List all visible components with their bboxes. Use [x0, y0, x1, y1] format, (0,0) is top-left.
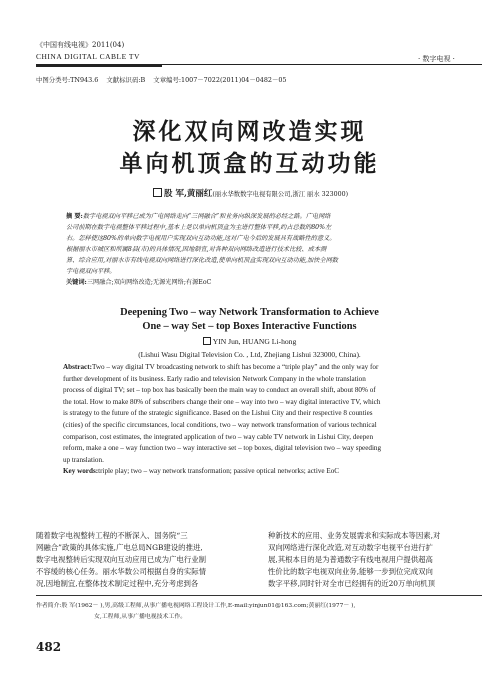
body-line: 展,其根本目的是为普通数字有线电视用户提供超高 — [268, 555, 433, 564]
body-line: 不容缓的核心任务。丽水华数公司根据自身的实际情 — [36, 567, 206, 576]
title-line-2: 单向机顶盒的互动功能 — [119, 150, 380, 177]
english-author-box-icon — [203, 337, 211, 345]
keywords-cn: 三网融合;双向网络改造;无源光网络;有源EoC — [86, 279, 212, 286]
abstract-en-line: Two – way digital TV broadcasting network to shift has become a “triple play” and the only way for — [91, 363, 379, 371]
section-label: · 数字电视 · — [418, 55, 455, 63]
body-column-right — [268, 530, 482, 590]
body-line: 随着数字电视整转工程的不断深入、国务院“三 — [36, 531, 188, 540]
footnote-rule — [36, 595, 482, 596]
abstract-cn-line: 数字电视双向平移已成为广电网络走向“三网融合”和业务向纵深发展的必经之路。广电网络 — [82, 213, 331, 220]
keywords-en: triple play; two – way network transformation; passive optical networks; active EoC — [98, 467, 340, 476]
author-box-icon — [153, 188, 162, 197]
author-footnote — [36, 601, 355, 623]
journal-name-cn: 《中国有线电视》2011(04) — [36, 41, 125, 49]
body-line: 双向网络进行深化改造,对互动数字电视平台进行扩 — [268, 543, 433, 552]
body-line: 况,因地制宜,在整体技术制定过程中,充分考虑到各 — [36, 579, 199, 588]
author-names: 股 军,黄丽红 — [164, 189, 213, 199]
abstract-en — [63, 362, 445, 478]
abstract-cn-line: 公司前期在数字电视整体平移过程中,基本上是以单向机顶盒为主进行整体平移,约占总数的80%左 — [66, 224, 332, 231]
body-line: 数字电视整转后实现双向互动应用已成为广电行业制 — [36, 555, 206, 564]
abstract-en-line: comparison, cost estimates, the integrated application of two – way cable TV network in Lishui City, deepen — [63, 432, 374, 441]
body-line: 网融合”政策的具体实施,广电总局NGB建设的推进, — [36, 543, 203, 552]
abstract-en-line: is strategy to the future of the strategic significance. Based on the Lishui City and their respective 8 counties — [63, 409, 373, 418]
abstract-en-line: up translation. — [63, 455, 104, 464]
abstract-cn — [66, 211, 444, 288]
english-title-line-1: Deepening Two – way Network Transformation to Achieve — [120, 307, 379, 318]
footnote-line: 作者简介:股 军(1962－ ),男,高级工程师,从事广播电视网络工程设计工作,E-mail:yinjun01@163.com;黄丽红(1977－ ), — [36, 603, 356, 609]
abstract-en-label: Abstract: — [63, 363, 92, 371]
abstract-en-line: (cities) of the specific circumstances, local conditions, two – way network transformation of various technical — [63, 420, 377, 429]
title-line-1: 深化双向网改造实现 — [132, 118, 367, 145]
body-line: 种新技术的应用、业务发展需求和实际成本等因素,对 — [268, 531, 441, 540]
body-line: 性价比的数字电视双向业务,能够一步到位完成双向 — [268, 567, 433, 576]
body-line: 数字平移,同时针对全市已经拥有的近20万单向机顶 — [268, 579, 435, 588]
header-rule-left — [36, 64, 162, 67]
english-author-names: YIN Jun, HUANG Li-hong — [212, 337, 297, 346]
abstract-en-line: the total. How to make 80% of subscribers change their one – way into two – way digital interactive TV, which — [63, 397, 381, 406]
abstract-cn-line: 右。怎样使这80%的单向数字电视用户实现双向互动功能,这对广电今后的发展具有战略性的意义。 — [66, 235, 336, 242]
abstract-cn-line: 算、综合应用,对丽水市有线电视双向网络进行深化改造,使单向机顶盒实现双向互动功能,加快全网数 — [66, 257, 338, 264]
footnote-line: 女,工程师,从事广播电视技术工作。 — [94, 614, 187, 620]
header-rule-right — [162, 64, 482, 65]
abstract-en-line: process of digital TV; set – top box has basically been the main way to conduct an overall shift, about 80% of — [63, 386, 376, 395]
abstract-cn-line: 根据丽水市城区和所属8县(市)的具体情况,因地制宜,对各种双向网络改造进行技术比较、成本测 — [66, 246, 327, 253]
body-column-left — [36, 530, 244, 590]
author-line — [153, 187, 348, 199]
english-affiliation: (Lishui Wasu Digital Television Co. , Ltd, Zhejiang Lishui 323000, China). — [138, 350, 361, 359]
english-authors — [0, 337, 499, 346]
english-title-line-2: One – way Set – top Boxes Interactive Functions — [142, 321, 357, 332]
keywords-en-label: Key words: — [63, 467, 99, 476]
abstract-cn-line: 字电视双向平移。 — [66, 268, 116, 275]
page-number: 482 — [36, 640, 62, 654]
keywords-cn-label: 关键词: — [66, 279, 87, 286]
abstract-en-line: further development of its business. Early radio and television Network Company in the whole translation — [63, 374, 366, 383]
classification-meta: 中图分类号:TN943.6 文献标识码:B 文章编号:1007－7022(2011)04－0482－05 — [36, 76, 287, 84]
author-affiliation: (丽水华数数字电视有限公司,浙江 丽水 323000) — [212, 191, 349, 198]
abstract-cn-label: 摘 要: — [66, 213, 83, 220]
journal-name-en: CHINA DIGITAL CABLE TV — [36, 52, 140, 61]
abstract-en-line: reform, make a one – way function two – way interactive set – top boxes, digital television two – way speeding — [63, 444, 382, 453]
